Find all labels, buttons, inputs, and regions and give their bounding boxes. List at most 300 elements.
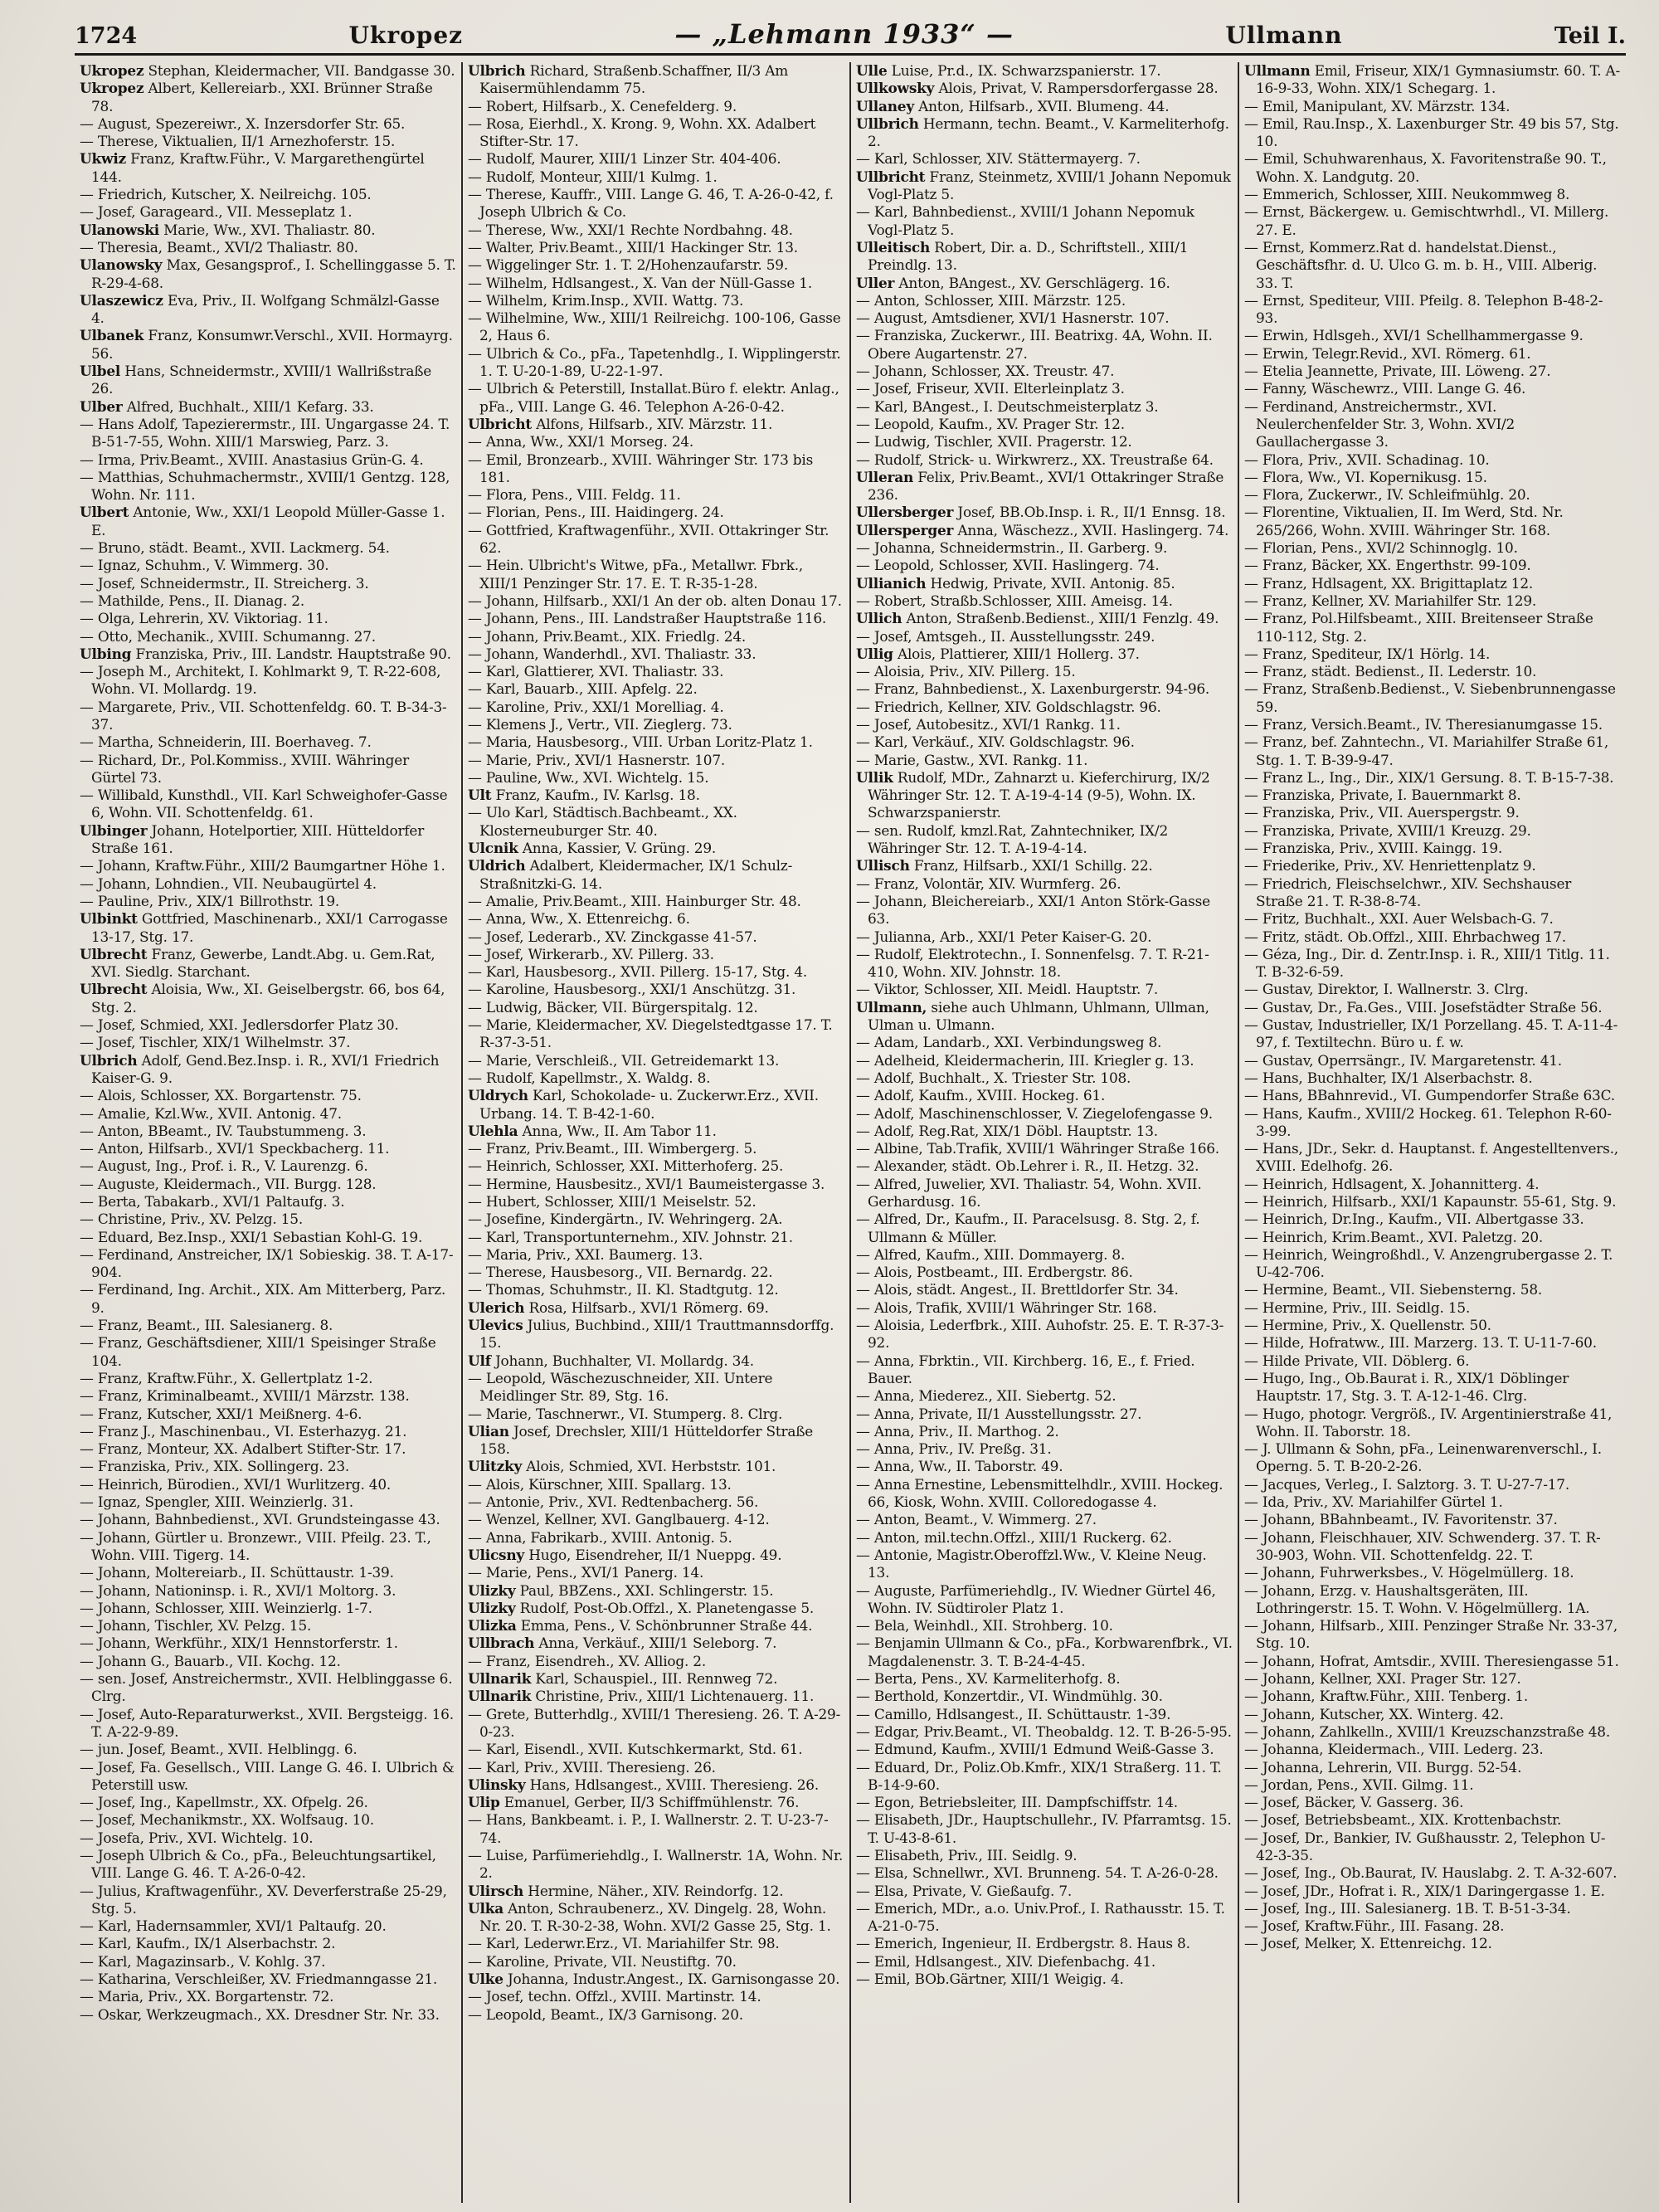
directory-entry: Ulbinkt Gottfried, Maschinenarb., XXI/1 Carrogasse 13-17, Stg. 17. (80, 910, 448, 945)
directory-entry: — Rudolf, Kapellmstr., X. Waldg. 8. (468, 1069, 711, 1086)
directory-entry: — Elsa, Private, V. Gießaufg. 7. (856, 1882, 1073, 1899)
directory-entry: Ullbrach Anna, Verkäuf., XIII/1 Seleborg. 7. (468, 1635, 777, 1652)
directory-entry: — Adolf, Buchhalt., X. Triester Str. 108. (856, 1069, 1131, 1086)
directory-entry: — Anna, Ww., XXI/1 Morseg. 24. (468, 433, 694, 451)
directory-entry: — Adam, Landarb., XXI. Verbindungsweg 8. (856, 1034, 1162, 1051)
directory-entry: — Anna, Ww., II. Taborstr. 49. (856, 1458, 1063, 1475)
directory-columns (75, 62, 1626, 2203)
directory-entry: — Wenzel, Kellner, XVI. Ganglbauerg. 4-12. (468, 1511, 770, 1528)
directory-entry: — Karl, Eisendl., XVII. Kutschkermarkt, Std. 61. (468, 1741, 803, 1758)
directory-entry: Ulbrecht Aloisia, Ww., XI. Geiselbergstr. 66, bos 64, Stg. 2. (80, 981, 445, 1016)
directory-entry: — Franz, Geschäftsdiener, XIII/1 Speisinger Straße 104. (80, 1334, 436, 1369)
directory-entry: Ulbricht Alfons, Hilfsarb., XIV. Märzstr. 11. (468, 415, 773, 432)
directory-entry: — Friedrich, Kutscher, X. Neilreichg. 105. (80, 186, 372, 203)
directory-entry: — Johann, Kellner, XXI. Prager Str. 127. (1244, 1670, 1521, 1688)
directory-entry: — Ernst, Bäckergew. u. Gemischtwrhdl., VI. Millerg. 27. E. (1244, 203, 1609, 238)
directory-entry: — Karl, Glattierer, XVI. Thaliastr. 33. (468, 663, 724, 680)
directory-entry: — Gustav, Dr., Fa.Ges., VIII. Josefstädter Straße 56. (1244, 998, 1603, 1016)
directory-entry: — Alois, Kürschner, XIII. Spallarg. 13. (468, 1475, 732, 1493)
directory-entry: — Bela, Weinhdl., XII. Strohberg. 10. (856, 1617, 1113, 1635)
directory-entry: — Bruno, städt. Beamt., XVII. Lackmerg. 54. (80, 539, 390, 557)
directory-entry: — Julius, Kraftwagenführ., XV. Deverferstraße 25-29, Stg. 5. (80, 1882, 447, 1917)
directory-entry: — Irma, Priv.Beamt., XVIII. Anastasius Grün-G. 4. (80, 451, 424, 468)
directory-entry: — Hein. Ulbricht's Witwe, pFa., Metallwr. Fbrk., XIII/1 Penzinger Str. 17. E. T. R-35-1-28. (468, 557, 804, 592)
header-keyword-left: Ukropez (348, 22, 464, 49)
directory-entry: — Franz, Kellner, XV. Mariahilfer Str. 129. (1244, 592, 1537, 609)
directory-entry: — Emil, Hdlsangest., XIV. Diefenbachg. 41. (856, 1952, 1156, 1970)
directory-entry: — Ernst, Spediteur, VIII. Pfeilg. 8. Telephon B-48-2-93. (1244, 291, 1603, 327)
directory-entry: Ullersperger Anna, Wäschezz., XVII. Haslingerg. 74. (856, 521, 1229, 538)
directory-entry: — Karl, Bahnbedienst., XVIII/1 Johann Nepomuk Vogl-Platz 5. (856, 203, 1194, 238)
directory-entry: — Franziska, Priv., XVIII. Kaingg. 19. (1244, 840, 1503, 857)
directory-entry: — Rudolf, Maurer, XIII/1 Linzer Str. 404-406. (468, 150, 781, 168)
directory-entry: — Hans, Kaufm., XVIII/2 Hockeg. 61. Telephon R-60-3-99. (1244, 1104, 1612, 1139)
directory-entry: — Johann, Fleischhauer, XIV. Schwenderg. 37. T. R-30-903, Wohn. VII. Schottenfeldg. 22. T. (1244, 1528, 1601, 1563)
directory-entry: — Flora, Priv., XVII. Schadinag. 10. (1244, 451, 1490, 468)
directory-entry: — Marie, Priv., XVI/1 Hasnerstr. 107. (468, 751, 726, 768)
directory-entry: — Emmerich, Schlosser, XIII. Neukommweg 8. (1244, 186, 1570, 203)
directory-entry: — Johann, Kraftw.Führ., XIII. Tenberg. 1. (1244, 1688, 1529, 1705)
directory-entry: Ulbrecht Franz, Gewerbe, Landt.Abg. u. Gem.Rat, XVI. Siedlg. Starchant. (80, 945, 435, 981)
directory-entry: — Emerich, MDr., a.o. Univ.Prof., I. Rathausstr. 15. T. A-21-0-75. (856, 1899, 1225, 1935)
directory-entry: Ullich Anton, Straßenb.Bedienst., XIII/1 Fenzlg. 49. (856, 610, 1219, 627)
directory-entry: — Fritz, Buchhalt., XXI. Auer Welsbach-G. 7. (1244, 910, 1554, 928)
directory-entry: — Anton, Beamt., V. Wimmerg. 27. (856, 1511, 1097, 1528)
directory-entry: Ulaszewicz Eva, Priv., II. Wolfgang Schmälzl-Gasse 4. (80, 291, 440, 327)
directory-entry: — Karl, BAngest., I. Deutschmeisterplatz 3. (856, 397, 1159, 415)
directory-entry: — Grete, Butterhdlg., XVIII/1 Theresieng. 26. T. A-29-0-23. (468, 1705, 841, 1740)
directory-entry: — Ulbrich & Co., pFa., Tapetenhdlg., I. Wipplingerstr. 1. T. U-20-1-89, U-22-1-97. (468, 344, 841, 380)
directory-entry: — Luise, Parfümeriehdlg., I. Wallnerstr. 1A, Wohn. Nr. 2. (468, 1846, 844, 1882)
directory-entry: — Josef, Amtsgeh., II. Ausstellungsstr. 249. (856, 627, 1155, 645)
directory-entry: — Josef, JDr., Hofrat i. R., XIX/1 Daringergasse 1. E. (1244, 1882, 1605, 1899)
directory-entry: — Alois, Schlosser, XX. Borgartenstr. 75. (80, 1087, 362, 1104)
directory-entry: — Hans, JDr., Sekr. d. Hauptanst. f. Angestelltenvers., XVIII. Edelhofg. 26. (1244, 1140, 1618, 1175)
directory-entry: — Karl, Verkäuf., XIV. Goldschlagstr. 96. (856, 733, 1135, 751)
directory-entry: — Florian, Pens., XVI/2 Schinnoglg. 10. (1244, 539, 1518, 557)
directory-entry: — Marie, Pens., XVI/1 Panerg. 14. (468, 1564, 704, 1581)
directory-entry: — Erwin, Telegr.Revid., XVI. Römerg. 61. (1244, 344, 1531, 362)
directory-entry: — Heinrich, Schlosser, XXI. Mitterhoferg. 25. (468, 1157, 784, 1175)
directory-entry: — Alfred, Dr., Kaufm., II. Paracelsusg. 8. Stg. 2, f. Ullmann & Müller. (856, 1211, 1200, 1245)
directory-entry: — Karl, Schlosser, XIV. Stättermayerg. 7. (856, 150, 1141, 168)
directory-entry: — Josef, Ing., Kapellmstr., XX. Ofpelg. 26. (80, 1794, 368, 1811)
directory-entry: — Anton, mil.techn.Offzl., XIII/1 Ruckerg. 62. (856, 1528, 1172, 1546)
directory-entry: — Florian, Pens., III. Haidingerg. 24. (468, 504, 724, 521)
directory-entry: — Emil, BOb.Gärtner, XIII/1 Weigig. 4. (856, 1971, 1124, 1988)
directory-entry: — Katharina, Verschleißer, XV. Friedmanngasse 21. (80, 1971, 438, 1988)
directory-entry: — Olga, Lehrerin, XV. Viktoriag. 11. (80, 610, 328, 627)
directory-entry: — Flora, Zuckerwr., IV. Schleifmühlg. 20. (1244, 486, 1530, 504)
directory-entry: — Franz, Spediteur, IX/1 Hörlg. 14. (1244, 645, 1491, 662)
directory-column-4 (1239, 62, 1626, 2203)
directory-entry: — Hans, Bankbeamt. i. P., I. Wallnerstr. 2. T. U-23-7-74. (468, 1811, 829, 1846)
directory-entry: — Alexander, städt. Ob.Lehrer i. R., II. Hetzg. 32. (856, 1157, 1199, 1175)
directory-entry: — Adolf, Reg.Rat, XIX/1 Döbl. Hauptstr. 13. (856, 1122, 1158, 1139)
directory-entry: — Therese, Viktualien, II/1 Arnezhoferstr. 15. (80, 133, 396, 150)
directory-entry: — Leopold, Schlosser, XVII. Haslingerg. 74. (856, 557, 1160, 574)
directory-entry: Ulevics Julius, Buchbind., XIII/1 Trauttmannsdorffg. 15. (468, 1317, 834, 1352)
directory-entry: Ulicsny Hugo, Eisendreher, II/1 Nueppg. 49. (468, 1546, 782, 1563)
directory-entry: — Hans, BBahnrevid., VI. Gumpendorfer Straße 63C. (1244, 1087, 1615, 1104)
directory-entry: — Ernst, Kommerz.Rat d. handelstat.Dienst., Geschäftsfhr. d. U. Ulco G. m. b. H., VIII. Alberig. 33. T. (1244, 238, 1598, 291)
directory-entry: — Johanna, Schneidermstrin., II. Garberg. 9. (856, 539, 1168, 557)
directory-entry: — Josef, techn. Offzl., XVIII. Martinstr. 14. (468, 1988, 761, 2005)
directory-entry: — Anton, Hilfsarb., XVI/1 Speckbacherg. 11. (80, 1140, 390, 1157)
directory-entry: Ulizky Paul, BBZens., XXI. Schlingerstr. 15. (468, 1581, 774, 1599)
directory-entry: — Josef, Mechanikmstr., XX. Wolfsaug. 10. (80, 1811, 374, 1829)
directory-entry: — Johann, Pens., III. Landstraßer Hauptstraße 116. (468, 610, 827, 627)
directory-column-1 (75, 62, 463, 2203)
directory-entry: — Johann, BBahnbeamt., IV. Favoritenstr. 37. (1244, 1511, 1558, 1528)
directory-entry: — Johann, Hilfsarb., XXI/1 An der ob. alten Donau 17. (468, 592, 842, 609)
directory-entry: — sen. Josef, Anstreichermstr., XVII. Helblinggasse 6. Clrg. (80, 1670, 453, 1705)
directory-entry: — Florentine, Viktualien, II. Im Werd, Std. Nr. 265/266, Wohn. XVIII. Währinger Str. 168. (1244, 504, 1564, 538)
directory-entry: — Franz L., Ing., Dir., XIX/1 Gersung. 8. T. B-15-7-38. (1244, 768, 1614, 786)
directory-entry: — Karoline, Private, VII. Neustiftg. 70. (468, 1952, 737, 1970)
directory-entry: — Eduard, Dr., Poliz.Ob.Kmfr., XIX/1 Straßerg. 11. T. B-14-9-60. (856, 1758, 1222, 1793)
directory-entry: Ulbert Antonie, Ww., XXI/1 Leopold Müller-Gasse 1. E. (80, 504, 445, 538)
directory-entry: — Aloisia, Lederfbrk., XIII. Auhofstr. 25. E. T. R-37-3-92. (856, 1317, 1224, 1352)
directory-entry: — Martha, Schneiderin, III. Boerhaveg. 7. (80, 733, 372, 751)
directory-entry: — Theresia, Beamt., XVI/2 Thaliastr. 80. (80, 238, 358, 256)
directory-entry: — Oskar, Werkzeugmach., XX. Dresdner Str. Nr. 33. (80, 2005, 440, 2023)
directory-entry: — Wiggelinger Str. 1. T. 2/Hohenzaufarstr. 59. (468, 256, 789, 274)
directory-entry: — Matthias, Schuhmachermstr., XVIII/1 Gentzg. 128, Wohn. Nr. 111. (80, 468, 450, 504)
directory-entry: Ulbing Franziska, Priv., III. Landstr. Hauptstraße 90. (80, 645, 451, 662)
directory-entry: — Karl, Magazinsarb., V. Kohlg. 37. (80, 1952, 326, 1970)
directory-entry: — Johann, Moltereiarb., II. Schüttaustr. 1-39. (80, 1564, 394, 1581)
directory-entry: — Walter, Priv.Beamt., XIII/1 Hackinger Str. 13. (468, 238, 798, 256)
directory-entry: — August, Amtsdiener, XVI/1 Hasnerstr. 107. (856, 309, 1170, 327)
page-header (75, 18, 1626, 56)
directory-entry: — Johann, Schlosser, XX. Treustr. 47. (856, 363, 1115, 380)
directory-entry: — Otto, Mechanik., XVIII. Schumanng. 27. (80, 627, 376, 645)
header-title: — „Lehmann 1933“ — (674, 18, 1014, 50)
directory-entry: Ullbricht Franz, Steinmetz, XVIII/1 Johann Nepomuk Vogl-Platz 5. (856, 168, 1231, 203)
directory-entry: — Anton, Schlosser, XIII. Märzstr. 125. (856, 291, 1126, 309)
directory-entry: — Anton, BBeamt., IV. Taubstummeng. 3. (80, 1122, 367, 1139)
directory-entry: Uller Anton, BAngest., XV. Gerschlägerg. 16. (856, 274, 1170, 291)
directory-entry: Ullkowsky Alois, Privat, V. Rampersdorfergasse 28. (856, 80, 1219, 97)
directory-entry: — jun. Josef, Beamt., XVII. Helblingg. 6. (80, 1741, 358, 1758)
directory-entry: Ulber Alfred, Buchhalt., XIII/1 Kefarg. 33. (80, 397, 374, 415)
directory-entry: — Gustav, Direktor, I. Wallnerstr. 3. Clrg. (1244, 981, 1529, 998)
directory-entry: Ulbanek Franz, Konsumwr.Verschl., XVII. Hormayrg. 56. (80, 327, 453, 362)
directory-entry: — Jacques, Verleg., I. Salztorg. 3. T. U-27-7-17. (1244, 1475, 1569, 1493)
directory-entry: — Johanna, Kleidermach., VIII. Lederg. 23. (1244, 1741, 1544, 1758)
directory-entry: — Emil, Schuhwarenhaus, X. Favoritenstraße 90. T., Wohn. X. Landgutg. 20. (1244, 150, 1607, 185)
directory-entry: — Josef, Kraftw.Führ., III. Fasang. 28. (1244, 1917, 1505, 1935)
directory-entry: — Johann, Kutscher, XX. Winterg. 42. (1244, 1705, 1504, 1722)
directory-entry: Uldrych Karl, Schokolade- u. Zuckerwr.Erz., XVII. Urbang. 14. T. B-42-1-60. (468, 1087, 819, 1122)
directory-entry: — Josefine, Kindergärtn., IV. Wehringerg. 2A. (468, 1211, 783, 1228)
directory-entry: — Josef, Ing., Ob.Baurat, IV. Hauslabg. 2. T. A-32-607. (1244, 1864, 1618, 1882)
directory-entry: — Johann G., Bauarb., VII. Kochg. 12. (80, 1652, 341, 1669)
directory-entry: — Josef, Melker, X. Ettenreichg. 12. (1244, 1935, 1492, 1952)
directory-entry: — August, Spezereiwr., X. Inzersdorfer Str. 65. (80, 114, 406, 132)
directory-entry: — Fritz, städt. Ob.Offzl., XIII. Ehrbachweg 17. (1244, 928, 1566, 945)
directory-entry: — Johann, Nationinsp. i. R., XVI/1 Moltorg. 3. (80, 1581, 397, 1599)
directory-entry: — Franz, Hdlsagent, XX. Brigittaplatz 12. (1244, 574, 1534, 592)
directory-entry: — Gottfried, Kraftwagenführ., XVII. Ottakringer Str. 62. (468, 521, 830, 557)
directory-entry: — Karl, Hadernsammler, XVI/1 Paltaufg. 20. (80, 1917, 387, 1935)
directory-entry: — Josef, Schmied, XXI. Jedlersdorfer Platz 30. (80, 1016, 399, 1034)
directory-entry: — Johann, Bleichereiarb., XXI/1 Anton Störk-Gasse 63. (856, 892, 1210, 928)
directory-entry: — Emil, Rau.Insp., X. Laxenburger Str. 49 bis 57, Stg. 10. (1244, 114, 1619, 150)
directory-entry: — Josef, Ing., III. Salesianerg. 1B. T. B-51-3-34. (1244, 1899, 1571, 1917)
directory-entry: — Anna, Fabrikarb., XVIII. Antonig. 5. (468, 1528, 732, 1546)
directory-entry: — Antonie, Magistr.Oberoffzl.Ww., V. Kleine Neug. 13. (856, 1546, 1207, 1581)
directory-entry: — Franz, bef. Zahntechn., VI. Mariahilfer Straße 61, Stg. 1. T. B-39-9-47. (1244, 733, 1609, 768)
directory-entry: — Johann, Wanderhdl., XVI. Thaliastr. 33. (468, 645, 757, 662)
directory-entry: — Friedrich, Kellner, XIV. Goldschlagstr. 96. (856, 698, 1161, 715)
directory-entry: — Marie, Verschleiß., VII. Getreidemarkt 13. (468, 1051, 780, 1069)
directory-entry: — Franz, Straßenb.Bedienst., V. Siebenbrunnengasse 59. (1244, 680, 1616, 715)
directory-entry: Ulka Anton, Schraubenerz., XV. Dingelg. 28, Wohn. Nr. 20. T. R-30-2-38, Wohn. XVI/2 Gasse 25, Stg. 1. (468, 1899, 831, 1935)
directory-entry: Ulanowsky Max, Gesangsprof., I. Schellinggasse 5. T. R-29-4-68. (80, 256, 456, 291)
directory-entry: — Maria, Priv., XXI. Baumerg. 13. (468, 1245, 703, 1263)
page-number: 1724 (75, 23, 138, 49)
directory-entry: — Johann, Erzg. v. Haushaltsgeräten, III. Lothringerstr. 15. T. Wohn. V. Högelmüllerg. 1A. (1244, 1581, 1590, 1616)
directory-entry: — Franz, städt. Bedienst., II. Lederstr. 10. (1244, 663, 1537, 680)
header-part: Teil I. (1554, 23, 1626, 49)
directory-entry: — Leopold, Kaufm., XV. Prager Str. 12. (856, 415, 1125, 432)
directory-entry: — Heinrich, Hdlsagent, X. Johannitterg. 4. (1244, 1175, 1540, 1192)
directory-entry: Ulinsky Hans, Hdlsangest., XVIII. Theresieng. 26. (468, 1776, 820, 1793)
directory-entry: — Hugo, Ing., Ob.Baurat i. R., XIX/1 Döblinger Hauptstr. 17, Stg. 3. T. A-12-1-46. Clrg. (1244, 1369, 1569, 1405)
directory-entry: — J. Ullmann & Sohn, pFa., Leinenwarenverschl., I. Operng. 5. T. B-20-2-26. (1244, 1440, 1602, 1475)
directory-entry: — Emerich, Ingenieur, II. Erdbergstr. 8. Haus 8. (856, 1935, 1190, 1952)
directory-entry: — Josef, Tischler, XIX/1 Wilhelmstr. 37. (80, 1034, 351, 1051)
directory-entry: Ulbrich Adolf, Gend.Bez.Insp. i. R., XVI/1 Friedrich Kaiser-G. 9. (80, 1051, 440, 1086)
directory-entry: — Etelia Jeannette, Private, III. Löweng. 27. (1244, 363, 1551, 380)
directory-entry: — Friedrich, Fleischselchwr., XIV. Sechshauser Straße 21. T. R-38-8-74. (1244, 875, 1572, 909)
directory-entry: Ulian Josef, Drechsler, XIII/1 Hütteldorfer Straße 158. (468, 1422, 814, 1458)
directory-entry: — Rosa, Eierhdl., X. Krong. 9, Wohn. XX. Adalbert Stifter-Str. 17. (468, 114, 816, 150)
directory-entry: Ulizky Rudolf, Post-Ob.Offzl., X. Planetengasse 5. (468, 1599, 815, 1616)
directory-entry: Ulizka Emma, Pens., V. Schönbrunner Straße 44. (468, 1617, 813, 1635)
directory-entry: — Karl, Transportunternehm., XIV. Johnstr. 21. (468, 1228, 793, 1245)
directory-entry: — Géza, Ing., Dir. d. Zentr.Insp. i. R., XIII/1 Titlg. 11. T. B-32-6-59. (1244, 945, 1610, 981)
directory-entry: — Fanny, Wäschewrz., VIII. Lange G. 46. (1244, 380, 1526, 397)
directory-entry: — Alois, Trafik, XVIII/1 Währinger Str. 168. (856, 1298, 1157, 1316)
directory-entry: — Therese, Hausbesorg., VII. Bernardg. 22. (468, 1264, 773, 1281)
directory-entry: — Alfred, Kaufm., XIII. Dommayerg. 8. (856, 1245, 1126, 1263)
directory-entry: — Josef, Schneidermstr., II. Streicherg. 3. (80, 574, 369, 592)
directory-entry: — Flora, Pens., VIII. Feldg. 11. (468, 486, 681, 504)
directory-entry: — Johann, Bahnbedienst., XVI. Grundsteingasse 43. (80, 1511, 440, 1528)
directory-entry: — Johann, Werkführ., XIX/1 Hennstorferstr. 1. (80, 1635, 398, 1652)
directory-entry: Ullianich Hedwig, Private, XVII. Antonig. 85. (856, 574, 1175, 592)
directory-entry: — Thomas, Schuhmstr., II. Kl. Stadtgutg. 12. (468, 1281, 779, 1298)
directory-entry: Ukwiz Franz, Kraftw.Führ., V. Margarethengürtel 144. (80, 150, 425, 185)
directory-entry: Ulbinger Johann, Hotelportier, XIII. Hütteldorfer Straße 161. (80, 821, 425, 857)
directory-entry: — Wilhelmine, Ww., XIII/1 Reilreichg. 100-106, Gasse 2, Haus 6. (468, 309, 841, 344)
directory-entry: — Viktor, Schlosser, XII. Meidl. Hauptstr. 7. (856, 981, 1159, 998)
directory-entry: Ullmann, siehe auch Uhlmann, Uhlmann, Ullman, Ulman u. Ulmann. (856, 998, 1209, 1034)
directory-entry: — Franz, Pol.Hilfsbeamt., XIII. Breitenseer Straße 110-112, Stg. 2. (1244, 610, 1593, 645)
directory-entry: — Pauline, Ww., XVI. Wichtelg. 15. (468, 768, 709, 786)
directory-entry: — Klemens J., Vertr., VII. Zieglerg. 73. (468, 715, 732, 733)
directory-entry: — Joseph M., Architekt, I. Kohlmarkt 9, T. R-22-608, Wohn. VI. Mollardg. 19. (80, 663, 441, 698)
directory-entry: — Franziska, Priv., VII. Auerspergstr. 9. (1244, 804, 1520, 821)
directory-entry: — Ludwig, Tischler, XVII. Pragerstr. 12. (856, 433, 1132, 451)
directory-entry: — Therese, Ww., XXI/1 Rechte Nordbahng. 48. (468, 221, 793, 238)
directory-entry: Ullig Alois, Plattierer, XIII/1 Hollerg. 37. (856, 645, 1140, 662)
directory-entry: Ulirsch Hermine, Näher., XIV. Reindorfg. 12. (468, 1882, 784, 1899)
directory-entry: — Franz, Eisendreh., XV. Alliog. 2. (468, 1652, 707, 1669)
directory-entry: Ullik Rudolf, MDr., Zahnarzt u. Kieferchirurg, IX/2 Währinger Str. 12. T. A-19-4-14 (9-5), Wohn. IX. Schwarzspanierstr. (856, 768, 1210, 821)
directory-entry: — Karl, Bauarb., XIII. Apfelg. 22. (468, 680, 698, 698)
directory-entry: — Anna, Fbrktin., VII. Kirchberg. 16, E., f. Fried. Bauer. (856, 1352, 1195, 1386)
directory-entry: — Maria, Hausbesorg., VIII. Urban Loritz-Platz 1. (468, 733, 813, 751)
directory-entry: — Franz, Kriminalbeamt., XVIII/1 Märzstr. 138. (80, 1387, 410, 1405)
directory-entry: — Robert, Hilfsarb., X. Cenefelderg. 9. (468, 97, 737, 114)
directory-entry: — Ludwig, Bäcker, VII. Bürgerspitalg. 12. (468, 998, 758, 1016)
directory-entry: — Anna, Ww., X. Ettenreichg. 6. (468, 910, 690, 928)
directory-entry: — Marie, Kleidermacher, XV. Diegelstedtgasse 17. T. R-37-3-51. (468, 1016, 833, 1051)
directory-entry: — Hilde, Hofratww., III. Marzerg. 13. T. U-11-7-60. (1244, 1334, 1597, 1352)
directory-entry: — Franz, Versich.Beamt., IV. Theresianumgasse 15. (1244, 715, 1603, 733)
directory-entry: — Josef, Garageard., VII. Messeplatz 1. (80, 203, 353, 221)
directory-entry: — Adolf, Maschinenschlosser, V. Ziegelofengasse 9. (856, 1104, 1213, 1122)
directory-entry: — Franziska, Private, XVIII/1 Kreuzg. 29. (1244, 821, 1531, 839)
directory-entry: — Johann, Kraftw.Führ., XIII/2 Baumgartner Höhe 1. (80, 857, 445, 875)
directory-entry: — Adolf, Kaufm., XVIII. Hockeg. 61. (856, 1087, 1106, 1104)
directory-entry: — Johann, Lohndien., VII. Neubaugürtel 4. (80, 875, 377, 892)
directory-entry: — Karl, Lederwr.Erz., VI. Mariahilfer Str. 98. (468, 1935, 780, 1952)
directory-entry: — Emil, Manipulant, XV. Märzstr. 134. (1244, 97, 1511, 114)
directory-entry: Ulip Emanuel, Gerber, II/3 Schiffmühlenstr. 76. (468, 1794, 800, 1811)
directory-entry: — Jordan, Pens., XVII. Gilmg. 11. (1244, 1776, 1474, 1793)
directory-entry: — Johann, Gürtler u. Bronzewr., VIII. Pfeilg. 23. T., Wohn. VIII. Tigerg. 14. (80, 1528, 431, 1563)
directory-entry: — Camillo, Hdlsangest., II. Schüttaustr. 1-39. (856, 1705, 1171, 1722)
directory-column-3 (851, 62, 1239, 2203)
directory-entry: — Berta, Pens., XV. Karmeliterhofg. 8. (856, 1670, 1121, 1688)
directory-entry: — Johann, Hofrat, Amtsdir., XVIII. Theresiengasse 51. (1244, 1652, 1619, 1669)
directory-entry: Ulbel Hans, Schneidermstr., XVIII/1 Wallrißstraße 26. (80, 363, 432, 397)
directory-entry: — Johann, Tischler, XV. Pelzg. 15. (80, 1617, 312, 1635)
directory-entry: — Johann, Zahlkelln., XVIII/1 Kreuzschanzstraße 48. (1244, 1722, 1611, 1740)
directory-entry: — Franz J., Maschinenbau., VI. Esterhazyg. 21. (80, 1422, 407, 1440)
directory-entry: — Johanna, Lehrerin, VII. Burgg. 52-54. (1244, 1758, 1522, 1776)
directory-entry: Uldrich Adalbert, Kleidermacher, IX/1 Schulz-Straßnitzki-G. 14. (468, 857, 793, 892)
directory-entry: — Leopold, Wäschezuschneider, XII. Untere Meidlinger Str. 89, Stg. 16. (468, 1369, 773, 1405)
directory-entry: — Eduard, Bez.Insp., XXI/1 Sebastian Kohl-G. 19. (80, 1228, 423, 1245)
directory-entry: — Ignaz, Schuhm., V. Wimmerg. 30. (80, 557, 329, 574)
directory-entry: — Franz, Beamt., III. Salesianerg. 8. (80, 1317, 333, 1334)
directory-entry: — Franz, Bäcker, XX. Engerthstr. 99-109. (1244, 557, 1531, 574)
directory-entry: — Berta, Tabakarb., XVI/1 Paltaufg. 3. (80, 1193, 345, 1210)
directory-entry: — Ferdinand, Anstreicher, IX/1 Sobieskig. 38. T. A-17-904. (80, 1245, 454, 1281)
directory-entry: Ulleran Felix, Priv.Beamt., XVI/1 Ottakringer Straße 236. (856, 468, 1224, 504)
directory-entry: — Berthold, Konzertdir., VI. Windmühlg. 30. (856, 1688, 1163, 1705)
directory-entry: — Josef, Betriebsbeamt., XIX. Krottenbachstr. (1244, 1811, 1562, 1829)
directory-entry: — Elsa, Schnellwr., XVI. Brunneng. 54. T. A-26-0-28. (856, 1864, 1219, 1882)
directory-entry: — Josef, Lederarb., XV. Zinckgasse 41-57. (468, 928, 757, 945)
directory-entry: — Franz, Monteur, XX. Adalbert Stifter-Str. 17. (80, 1440, 406, 1458)
directory-entry: — Mathilde, Pens., II. Dianag. 2. (80, 592, 305, 609)
directory-entry: — Antonie, Priv., XVI. Redtenbacherg. 56. (468, 1493, 759, 1511)
directory-entry: Ulke Johanna, Industr.Angest., IX. Garnisongasse 20. (468, 1971, 840, 1988)
directory-entry: — Josef, Bäcker, V. Gasserg. 36. (1244, 1794, 1464, 1811)
directory-entry: — Alois, städt. Angest., II. Brettldorfer Str. 34. (856, 1281, 1179, 1298)
directory-entry: — Franz, Bahnbedienst., X. Laxenburgerstr. 94-96. (856, 680, 1210, 698)
directory-entry: — Karl, Priv., XVIII. Theresieng. 26. (468, 1758, 716, 1776)
directory-entry: — Ulo Karl, Städtisch.Bachbeamt., XX. Klosterneuburger Str. 40. (468, 804, 737, 839)
directory-entry: — Wilhelm, Krim.Insp., XVII. Wattg. 73. (468, 291, 744, 309)
directory-entry: — Rudolf, Strick- u. Wirkwrerz., XX. Treustraße 64. (856, 451, 1214, 468)
directory-entry: — Karl, Hausbesorg., XVII. Pillerg. 15-17, Stg. 4. (468, 963, 808, 981)
directory-entry: — Franz, Kutscher, XXI/1 Meißnerg. 4-6. (80, 1405, 362, 1422)
directory-entry: Ullnarik Christine, Priv., XIII/1 Lichtenauerg. 11. (468, 1688, 815, 1705)
directory-entry: — Josef, Fa. Gesellsch., VIII. Lange G. 46. I. Ulbrich & Peterstill usw. (80, 1758, 455, 1793)
directory-entry: — Erwin, Hdlsgeh., XVI/1 Schellhammergasse 9. (1244, 327, 1584, 344)
directory-entry: — Johann, Schlosser, XIII. Weinzierlg. 1-7. (80, 1599, 372, 1616)
directory-entry: — Anna, Priv., II. Marthog. 2. (856, 1422, 1059, 1440)
directory-entry: — Anna, Miederez., XII. Siebertg. 52. (856, 1387, 1117, 1405)
directory-entry: Ullnarik Karl, Schauspiel., III. Rennweg 72. (468, 1670, 778, 1688)
directory-entry: Ullisch Franz, Hilfsarb., XXI/1 Schillg. 22. (856, 857, 1153, 875)
directory-entry: Ulle Luise, Pr.d., IX. Schwarzspanierstr. 17. (856, 62, 1161, 79)
directory-entry: — Auguste, Parfümeriehdlg., IV. Wiedner Gürtel 46, Wohn. IV. Südtiroler Platz 1. (856, 1581, 1216, 1616)
directory-entry: — Willibald, Kunsthdl., VII. Karl Schweighofer-Gasse 6, Wohn. VII. Schottenfeldg. 61. (80, 787, 448, 821)
directory-entry: — Franziska, Priv., XIX. Sollingerg. 23. (80, 1458, 350, 1475)
directory-entry: — Richard, Dr., Pol.Kommiss., XVIII. Währinger Gürtel 73. (80, 751, 409, 786)
directory-entry: — Ferdinand, Anstreichermstr., XVI. Neulerchenfelder Str. 3, Wohn. XVI/2 Gaullachergasse 3. (1244, 397, 1515, 451)
directory-entry: — Josef, Wirkerarb., XV. Pillerg. 33. (468, 945, 714, 962)
directory-entry: — Josef, Dr., Bankier, IV. Gußhausstr. 2, Telephon U-42-3-35. (1244, 1829, 1606, 1864)
directory-entry: — Hans Adolf, Tapezierermstr., III. Ungargasse 24. T. B-51-7-55, Wohn. XIII/1 Marswieg, Parz. 3. (80, 415, 450, 451)
directory-entry: — Flora, Ww., VI. Kopernikusg. 15. (1244, 468, 1487, 485)
directory-entry: — Johann, Hilfsarb., XIII. Penzinger Straße Nr. 33-37, Stg. 10. (1244, 1617, 1618, 1652)
directory-entry: — Franziska, Private, I. Bauernmarkt 8. (1244, 787, 1521, 804)
directory-entry: Ullaney Anton, Hilfsarb., XVII. Blumeng. 44. (856, 97, 1170, 114)
directory-entry: — Franz, Priv.Beamt., III. Wimbergerg. 5. (468, 1140, 757, 1157)
directory-entry: — Pauline, Priv., XIX/1 Billrothstr. 19. (80, 892, 340, 909)
directory-entry: — Friederike, Priv., XV. Henriettenplatz 9. (1244, 857, 1536, 875)
directory-entry: — Hermine, Priv., III. Seidlg. 15. (1244, 1298, 1471, 1316)
directory-entry: Ulcnik Anna, Kassier, V. Grüng. 29. (468, 840, 717, 857)
directory-entry: — Aloisia, Priv., XIV. Pillerg. 15. (856, 663, 1076, 680)
directory-entry: — Ida, Priv., XV. Mariahilfer Gürtel 1. (1244, 1493, 1503, 1511)
directory-entry: Ulbrich Richard, Straßenb.Schaffner, II/3 Am Kaisermühlendamm 75. (468, 62, 789, 97)
directory-entry: Ult Franz, Kaufm., IV. Karlsg. 18. (468, 787, 700, 804)
directory-entry: — Egon, Betriebsleiter, III. Dampfschiffstr. 14. (856, 1794, 1178, 1811)
directory-entry: — Anna, Private, II/1 Ausstellungsstr. 27. (856, 1405, 1142, 1422)
directory-entry: — Amalie, Kzl.Ww., XVII. Antonig. 47. (80, 1104, 342, 1122)
directory-entry: Ulf Johann, Buchhalter, VI. Mollardg. 34. (468, 1352, 754, 1369)
directory-entry: — Anna, Priv., IV. Preßg. 31. (856, 1440, 1052, 1458)
directory-entry: — Emil, Bronzearb., XVIII. Währinger Str. 173 bis 181. (468, 451, 814, 485)
directory-entry: — Alfred, Juwelier, XVI. Thaliastr. 54, Wohn. XVII. Gerhardusg. 16. (856, 1175, 1202, 1210)
directory-entry: — Alois, Postbeamt., III. Erdbergstr. 86. (856, 1264, 1133, 1281)
directory-entry: Ullmann Emil, Friseur, XIX/1 Gymnasiumstr. 60. T. A-16-9-33, Wohn. XIX/1 Schegarg. 1. (1244, 62, 1621, 97)
directory-entry: — Hermine, Beamt., VII. Siebensterng. 58. (1244, 1281, 1543, 1298)
directory-entry: — Hugo, photogr. Vergröß., IV. Argentinierstraße 41, Wohn. II. Taborstr. 18. (1244, 1405, 1613, 1440)
directory-entry: — Hermine, Priv., X. Quellenstr. 50. (1244, 1317, 1491, 1334)
directory-entry: Ukropez Albert, Kellereiarb., XXI. Brünner Straße 78. (80, 80, 433, 114)
directory-entry: — Albine, Tab.Trafik, XVIII/1 Währinger Straße 166. (856, 1140, 1219, 1157)
directory-entry: — Benjamin Ullmann & Co., pFa., Korbwarenfbrk., VI. Magdalenenstr. 3. T. B-24-4-45. (856, 1635, 1233, 1669)
directory-entry: — Ulbrich & Peterstill, Installat.Büro f. elektr. Anlag., pFa., VIII. Lange G. 46. Telephon A-26-0-42. (468, 380, 839, 415)
directory-entry: Ullersberger Josef, BB.Ob.Insp. i. R., II/1 Ennsg. 18. (856, 504, 1226, 521)
directory-entry: — Heinrich, Dr.Ing., Kaufm., VII. Albertgasse 33. (1244, 1211, 1584, 1228)
directory-entry: — sen. Rudolf, kmzl.Rat, Zahntechniker, IX/2 Währinger Str. 12. T. A-19-4-14. (856, 821, 1169, 857)
directory-entry: — Joseph Ulbrich & Co., pFa., Beleuchtungsartikel, VIII. Lange G. 46. T. A-26-0-42. (80, 1846, 436, 1882)
directory-entry: — Edgar, Priv.Beamt., VI. Theobaldg. 12. T. B-26-5-95. (856, 1722, 1232, 1740)
